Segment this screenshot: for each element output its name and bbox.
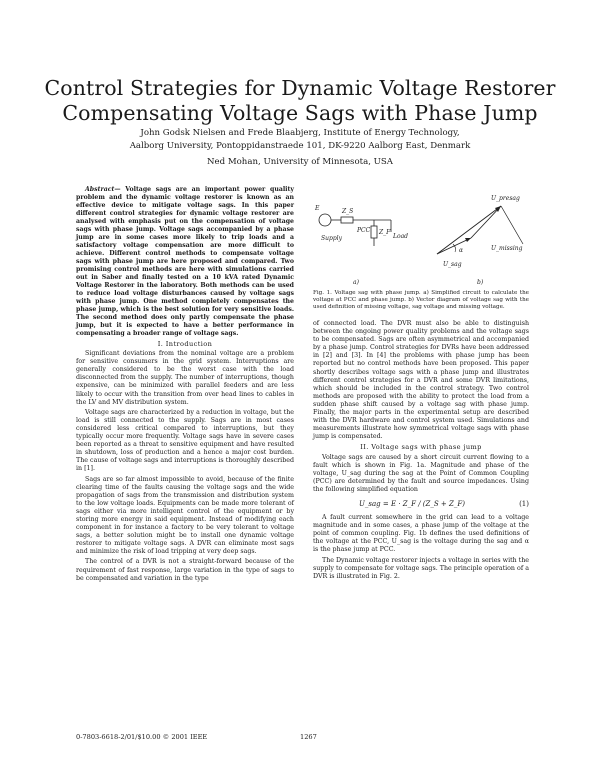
authors-line-2: Aalborg University, Pontoppidanstraede 101, DK-9220 Aalborg East, Denmark [129, 141, 471, 151]
section2-paragraph: A fault current somewhere in the grid can lead to a voltage magnitude and in some cases, a phase jump of the voltage at the point of common coupling. Fig. 1b defines the used definitions of the voltage at the PCC, U_sag is the voltage during the sag and α is the phase jump at PCC. [313, 514, 529, 554]
vector-diagram [437, 195, 523, 286]
panel-b-label: b) [477, 279, 484, 286]
zs-label: Z_S [342, 208, 354, 215]
intro-paragraph: The control of a DVR is not a straight-forward because of the requirement of fast response, large variation in the type of sags to be compensated and variation in the type [76, 558, 294, 582]
load-label: Load [393, 233, 409, 240]
zf-label: Z_F [379, 229, 391, 236]
circuit-diagram [314, 205, 408, 286]
abstract [76, 186, 294, 338]
intro-paragraph: Sags are so far almost impossible to avoid, because of the finite clearing time of the faults causing the voltage sags and the wide propagation of sags from the transmission and distribution system to the low voltage loads. Equipments can be made more tolerant of sags either via more intelligent control of the equipment or by storing more energy in said equipment. Instead of modifying each component in for instance a factory to be very tolerant to voltage sags, a better solution might be to install one dynamic voltage restorer to mitigate voltage sags. A DVR can eliminate most sags and minimize the risk of load tripping at very deep sags. [76, 475, 294, 556]
authors-line-1: John Godsk Nielsen and Frede Blaabjerg, Institute of Energy Technology, [140, 128, 460, 138]
voltage-source-icon [319, 214, 331, 226]
page-number: 1267 [300, 733, 317, 741]
author-block [60, 127, 540, 169]
equation-lhs: U_sag [359, 499, 381, 508]
alpha-label: α [459, 247, 464, 254]
section2-paragraph: Voltage sags are caused by a short circuit current flowing to a fault which is shown in Fig. 1a. Magnitude and phase of the voltage, U_sag during the sag at the Point of Common Coupling (PCC) are determined by the fault and source impedances. Using the following simplified equation [313, 453, 529, 493]
authors-line-3: Ned Mohan, University of Minnesota, USA [207, 157, 393, 167]
section-heading-introduction: I. Introduction [157, 340, 213, 348]
missing-extension [501, 206, 523, 244]
section2-paragraph: The Dynamic voltage restorer injects a voltage in series with the supply to compensate for voltage sags. The principle operation of a DVR is illustrated in Fig. 2. [313, 556, 529, 580]
figure-1-caption: Fig. 1. Voltage sag with phase jump. a) Simplified circuit to calculate the voltage at PCC and phase jump. b) Vector diagram of voltage sag with the used definition of missing voltage, sag voltage and missing voltage. [313, 290, 529, 310]
equation-number: (1) [519, 499, 529, 508]
pcc-label: PCC [357, 227, 371, 234]
title-line-2: Compensating Voltage Sags with Phase Jump [62, 101, 538, 125]
sag-label: U_sag [443, 261, 462, 268]
left-column [76, 186, 294, 585]
panel-a-label: a) [353, 279, 359, 286]
intro-paragraph: Significant deviations from the nominal voltage are a problem for sensitive consumers in the grid system. Interruptions are generally considered to be the worst case with the load disconnected from the supply. The number of interruptions, though expensive, can be minimized with parallel feeders and are less likely to occur with the transition from over head lines to cables in the LV and MV distribution system. [76, 350, 294, 406]
copyright-code: 0-7803-6618-2/01/$10.00 © 2001 IEEE [76, 733, 208, 741]
figure-1 [313, 186, 529, 294]
paper-title [40, 76, 560, 126]
missing-label: U_missing [491, 245, 523, 252]
abstract-text: — Voltage sags are an important power quality problem and the dynamic voltage restorer is known as an effective device to mitigate voltage sags. In this paper different control strategies for dynamic voltage restorer are analysed with emphasis put on the compensation of voltage sags with phase jump. Voltage sags accompanied by a phase jump are in some cases more likely to trip loads and a satisfactory voltage compensation are more difficult to achieve. Different control methods to compensate voltage sags with phase jump are here proposed and compared. Two promising control methods are here with simulations carried out in Saber and finally tested on a 10 kVA rated Dynamic Voltage Restorer in the laboratory. Both methods can be used to reduce load voltage disturbances caused by voltage sags with phase jump. One method completely compensates the phase jump, which is the best solution for very sensitive loads. The second method does only partly compensate the phase jump, but it is expected to have a better performance in compensating a broader range of voltage sags. [76, 186, 294, 337]
intro-paragraph: Voltage sags are characterized by a reduction in voltage, but the load is still connected to the supply. Sags are in most cases considered less critical compared to interruptions, but they typically occur more frequently. Voltage sags have in severe cases been reported as a threat to sensitive equipment and have resulted in shutdown, loss of production and a hence a major cost burden. The cause of voltage sags and interruptions is thoroughly described in [1]. [76, 408, 294, 473]
section-heading-voltage-sags: II. Voltage sags with phase jump [360, 443, 482, 452]
equation-rhs: = E · Z_F / (Z_S + Z_F) [382, 499, 465, 508]
title-line-1: Control Strategies for Dynamic Voltage Restorer [44, 76, 556, 100]
fault-impedance-icon [371, 226, 377, 238]
equation-1 [313, 500, 529, 508]
equation-body [313, 500, 511, 508]
sag-vector [437, 238, 471, 254]
abstract-label: Abstract [85, 186, 115, 193]
missing-vector [471, 206, 501, 238]
presag-label: U_presag [491, 195, 520, 202]
supply-label: Supply [321, 235, 342, 242]
right-column [313, 320, 529, 583]
body-paragraph: of connected load. The DVR must also be able to distinguish between the ongoing power quality problems and the voltage sags to be compensated. Sags are often asymmetrical and accompanied by a phase jump. Control strategies for DVRs have been addressed in [2] and [3]. In [4] the problems with phase jump has been reported but no control methods have been proposed. This paper shortly describes voltage sags with a phase jump and illustrates different control strategies for a DVR and some DVR limitations, which should be included in the control strategy. Two control methods are proposed with the ability to protect the load from a sudden phase shift caused by a voltage sag with phase jump. Finally, the major parts in the experimental setup are described with the DVR hardware and control system used. Simulations and measurements illustrate how symmetrical voltage sags with phase jump is compensated. [313, 320, 529, 441]
source-impedance-icon [341, 217, 353, 223]
source-label: E [315, 205, 320, 212]
